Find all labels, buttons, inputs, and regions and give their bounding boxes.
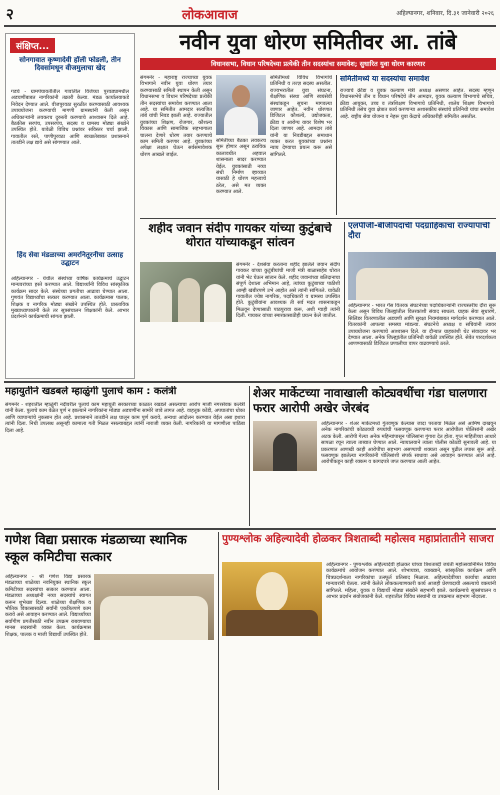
sidebar-story1-title: सोनगावात कृष्णादेवी हॉली फोडली, तीन दिवसांमधून वीजमुलाचा खेद [19, 56, 121, 73]
ganesh-photo [94, 574, 214, 640]
bridge-body: संगमनेर - शहरातील म्हाळुंगी नदीवरील पुलाचे काम महायुती सरकारच्या काळात रखडले असल्याचा आरोप माजी नगरसेवक कलंत्री यांनी केला. पुलाचे काम वेळेत पूर्ण न झाल्याने नागरिकांना मोठ्या अडचणींना सामोरे जावे लागत आहे. वाहतूक कोंडी, अपघातांचा धोका आणि व्यापाऱ्यांचे नुकसान होत आहे. प्रशासनाने तातडीने लक्ष घालून काम पूर्ण करावे, अन्यथा आंदोलन करण्यात येईल असा इशारा त्यांनी दिला. निधी उपलब्ध असूनही कामाला गती मिळत नसल्याबद्दल त्यांनी नाराजी व्यक्त केली. नागरिकांनी या मागणीला पाठिंबा दिला आहे. [5, 402, 245, 434]
sidebar-story2-body: अहिल्यानगर - येथील संस्थेच्या वार्षिक कार्यक्रमाचे उद्घाटन मान्यवरांच्या हस्ते करण्यात आले. विद्यार्थ्यांनी विविध सांस्कृतिक कार्यक्रम सादर केले. संस्थेच्या प्रगतीचा आढावा घेण्यात आला. गुणवंत विद्यार्थ्यांचा सत्कार करण्यात आला. कार्यक्रमास पालक, शिक्षक व नागरिक मोठ्या संख्येने उपस्थित होते. प्रास्ताविक मुख्याध्यापकांनी केले तर सूत्रसंचालन शिक्षकांनी केले. आभार प्रदर्शनाने कार्यक्रमाची सांगता झाली. [11, 276, 129, 321]
rule-2 [4, 381, 496, 383]
lead-body-c: समितीच्या बैठका लवकरच सुरू होणार असून ठराविक कालावधीत अहवाल शासनाला सादर करण्यात येईल. युवकांसाठी नव्या संधी निर्माण व्हाव्यात यासाठी हे धोरण महत्त्वाचे ठरेल, असे मत व्यक्त करण्यात आले. [216, 138, 266, 196]
share-person [273, 433, 297, 471]
col-divider-mid [344, 222, 345, 377]
ahilya-photo [222, 562, 322, 636]
col-divider-3 [218, 532, 219, 790]
lpg-body: अहिल्यानगर - भारत गॅस वितरक संघटनेच्या पदाधिकाऱ्यांनी राज्यस्तरीय दौरा सुरू केला असून विविध जिल्ह्यांतील वितरकांशी संवाद साधला. ग्राहक सेवा सुधारणे, सिलिंडर वितरणातील अडचणी आणि सुरक्षा नियमांबाबत मार्गदर्शन करण्यात आले. वितरकांनी आपल्या समस्या मांडल्या. संघटनेचे अध्यक्ष व सचिवांनी त्यावर उपाययोजना करण्याचे आश्वासन दिले. या दौऱ्यात ग्राहकांशी थेट संवादावर भर देण्यात आला. अनेक जिल्ह्यांतील प्रतिनिधी यावेळी उपस्थित होते. सेवेत पारदर्शकता आणण्यासाठी डिजिटल प्रणालीचा वापर वाढवण्याचे ठरले. [348, 303, 496, 348]
ahilya-headline: पुण्यश्लोक अहिल्यादेवी होळकर त्रिशताब्दी महोत्सव महाप्रांतातीने साजरा [222, 533, 494, 545]
people-shape-1 [150, 282, 172, 322]
bridge-headline: महायुतीने खडबले म्हाळुंगी पुलाचे काम : कलंत्री [5, 386, 177, 397]
ahilya-body: अहिल्यानगर - पुण्यश्लोक अहिल्यादेवी होळकर यांच्या त्रिशताब्दी जयंती महोत्सवानिमित्त विविध कार्यक्रमांचे आयोजन करण्यात आले. शोभायात्रा, व्याख्याने, सांस्कृतिक कार्यक्रम आणि चित्रप्रदर्शनाला नागरिकांचा उत्स्फूर्त प्रतिसाद मिळाला. अहिल्यादेवींच्या कार्याचा आढावा मान्यवरांनी घेतला. त्यांनी केलेले लोककल्याणकारी कार्य आजही प्रेरणादायी असल्याचे वक्त्यांनी सांगितले. महिला, युवक व विद्यार्थी मोठ्या संख्येने सहभागी झाले. कार्यक्रमाचे सूत्रसंचालन व आभार प्रदर्शन संयोजकांनी केले. शहरातील विविध संस्थांनी या उपक्रमात सहभाग नोंदवला. [326, 562, 496, 601]
ganesh-group [100, 596, 208, 640]
ahilya-portrait [256, 572, 288, 612]
lead-divider [336, 75, 337, 215]
lpg-photo [348, 252, 496, 300]
rule-1 [140, 218, 496, 219]
share-headline: शेअर मार्केटच्या नावाखाली कोट्यवधींचा गंडा घालणारा फरार आरोपी अखेर जेरबंद [253, 386, 488, 415]
share-photo [253, 421, 317, 471]
ahilya-crowd [226, 610, 318, 636]
sidebar-box [5, 33, 135, 379]
martyr-headline: शहीद जवान संदीप गायकर यांच्या कुटुंबाचे थोरात यांच्याकडून सांत्वन [148, 222, 332, 249]
lead-headline: नवीन युवा धोरण समितीवर आ. तांबे [179, 30, 457, 54]
lead-body-a: संगमनेर - महाराष्ट्र राज्याच्या युवक विभागाने नवीन युवा धोरण तयार करण्यासाठी समिती स्थापन केली असून विधानसभा व विधान परिषदेच्या प्रत्येकी तीन सदस्यांचा समावेश करण्यात आला आहे. या समितीत आमदार सत्यजित तांबे यांची निवड झाली आहे. राज्यातील युवकांच्या शिक्षण, रोजगार, कौशल्य विकास आणि सामाजिक सहभागाला चालना देणारे धोरण तयार करण्याचे काम समिती करणार आहे. युवकांच्या अपेक्षा लक्षात घेऊन सर्वसमावेशक धोरण आखले जाईल. [140, 75, 212, 158]
page-number: २ [6, 5, 14, 23]
portrait-head [232, 85, 250, 107]
martyr-body: संगमनेर - देशसेवा करताना शहीद झालेले जवान संदीप गायकर यांच्या कुटुंबीयांची माजी मंत्री बाळासाहेब थोरात यांनी भेट घेऊन सांत्वन केले. शहीद जवानांच्या बलिदानाचा संपूर्ण देशाला अभिमान आहे, त्यांच्या कुटुंबाच्या पाठीशी आम्ही खंबीरपणे उभे आहोत असे त्यांनी सांगितले. यावेळी गावातील ज्येष्ठ नागरिक, पदाधिकारी व ग्रामस्थ उपस्थित होते. कुटुंबीयांना आवश्यक ती सर्व मदत शासनाकडून मिळवून देण्यासाठी पाठपुरावा करू, अशी ग्वाही त्यांनी दिली. गायकर यांच्या स्मारकासाठीही प्रयत्न केले जातील. [236, 262, 340, 320]
masthead [0, 0, 500, 26]
martyr-photo [140, 262, 232, 322]
sidebar-story2-title: हिंद सेवा मंडळाच्या अमरनितूरनीचा उत्साह उद्घाटन [16, 251, 124, 268]
lead-photo [216, 75, 266, 135]
date-line: अहिल्यानगर, शनिवार, दि.३१ जानेवारी २०२६ [396, 10, 494, 17]
lpg-headline: एलपीजी-बीजीपदाची पदग्राहिकांचा राज्यापाची दौरा [348, 222, 490, 241]
people-shape-3 [204, 284, 226, 322]
lead-sub-title: समितीमध्ये या सदस्यांचा समावेश [340, 75, 430, 83]
lead-sub-body: राज्याचे क्रीडा व युवक कल्याण मंत्री अध्यक्ष असणार आहेत. सदस्य म्हणून विधानसभेचे तीन व विधान परिषदेचे तीन आमदार, युवक कल्याण विभागाचे सचिव, क्रीडा आयुक्त, उच्च व तंत्रशिक्षण विभागाचे प्रतिनिधी, शालेय शिक्षण विभागाचे प्रतिनिधी तसेच युवा क्षेत्रात कार्य करणाऱ्या अशासकीय संस्थांचे प्रतिनिधी यांचा समावेश आहे. राष्ट्रीय सेवा योजना व नेहरू युवा केंद्राचे अधिकारीही समितीत असतील. [340, 88, 494, 120]
share-body: अहिल्यानगर - शेअर मार्केटमध्ये गुंतवणूक केल्यास जादा परतावा मिळेल असे आमिष दाखवून अनेक नागरिकांची कोट्यवधी रुपयांची फसवणूक करणाऱ्या फरार आरोपीला पोलिसांनी अखेर अटक केली. आरोपी गेल्या अनेक महिन्यांपासून पोलिसांना गुंगारा देत होता. गुप्त माहितीच्या आधारे सापळा रचून त्याला ताब्यात घेण्यात आले. न्यायालयाने त्याला पोलीस कोठडी सुनावली आहे. या प्रकरणात आणखी काही आरोपींचा सहभाग असण्याची शक्यता असून पुढील तपास सुरू आहे. फसवणूक झालेल्या नागरिकांनी पोलिसांशी संपर्क साधावा असे आवाहन करण्यात आले आहे. आरोपीकडून काही रक्कम व कागदपत्रे जप्त करण्यात आली आहेत. [321, 421, 496, 466]
paper-name: लोकआवाज [182, 8, 238, 23]
people-shape-2 [178, 278, 200, 322]
col-divider-2 [249, 386, 250, 526]
masthead-rule [4, 25, 496, 27]
sidebar-story1-body: गडचे - ग्रामपंचायतीतील गावांतील विजेच्या पुरवठ्यामधील अडचणींबाबत नागरिकांनी तक्रारी केल्या. मंडळ कार्यालयाकडे निवेदन देण्यात आले. वीजपुरवठा सुरळीत करण्यासाठी आवश्यक उपाययोजना करण्याची मागणी ग्रामस्थांनी केली असून अधिकाऱ्यांनी लवकरच दुरुस्ती करण्याचे आश्वासन दिले आहे. बैठकीस सरपंच, उपसरपंच, सदस्य व ग्रामस्थ मोठ्या संख्येने उपस्थित होते. यावेळी विविध प्रश्नांवर सविस्तर चर्चा झाली. गावातील रस्ते, पाणीपुरवठा आणि स्वच्छतेबाबत प्रशासनाने तातडीने लक्ष द्यावे असे सांगण्यात आले. [11, 89, 129, 147]
group-shape [356, 268, 488, 300]
sidebar-label: संक्षिप्त... [10, 38, 55, 53]
lead-body-b: समितीमध्ये विविध विभागांचे प्रतिनिधी व तज्ज्ञ सदस्य असतील. राज्यभरातील युवा संघटना, शैक्षणिक संस्था आणि स्वयंसेवी संस्थांकडून सूचना मागवल्या जाणार आहेत. नवीन धोरणात डिजिटल कौशल्ये, उद्योजकता, क्रीडा व आरोग्य यावर विशेष भर दिला जाणार आहे. आमदार तांबे यांनी या निवडीबद्दल समाधान व्यक्त करत युवकांच्या प्रश्नांना न्याय देण्याचा प्रयत्न करू असे सांगितले. [270, 75, 332, 158]
ganesh-headline: गणेश विद्या प्रसारक मंडळाच्या स्थानिक स्कूल कमिटीचा सत्कार [5, 533, 187, 565]
portrait-body [224, 107, 258, 135]
lead-banner: विधानसभा, विधान परिषदेच्या प्रत्येकी तीन सदस्यांचा समावेश; सुधारित युवा धोरण कारणार [140, 58, 496, 70]
rule-3 [4, 528, 496, 530]
ganesh-body: अहिल्यानगर - श्री गणेश विद्या प्रसारक मंडळाच्या शाळेच्या नवनियुक्त स्थानिक स्कूल कमिटीच्या सदस्यांचा सत्कार करण्यात आला. मंडळाच्या अध्यक्षांनी नव्या सदस्यांचे स्वागत करून शुभेच्छा दिल्या. शाळेच्या शैक्षणिक व भौतिक विकासासाठी सर्वांनी एकत्रितपणे काम करावे असे आवाहन करण्यात आले. विद्यार्थ्यांच्या सर्वांगीण प्रगतीसाठी नवीन उपक्रम राबवण्याचा मानस सदस्यांनी व्यक्त केला. कार्यक्रमास शिक्षक, पालक व माजी विद्यार्थी उपस्थित होते. [5, 574, 91, 638]
